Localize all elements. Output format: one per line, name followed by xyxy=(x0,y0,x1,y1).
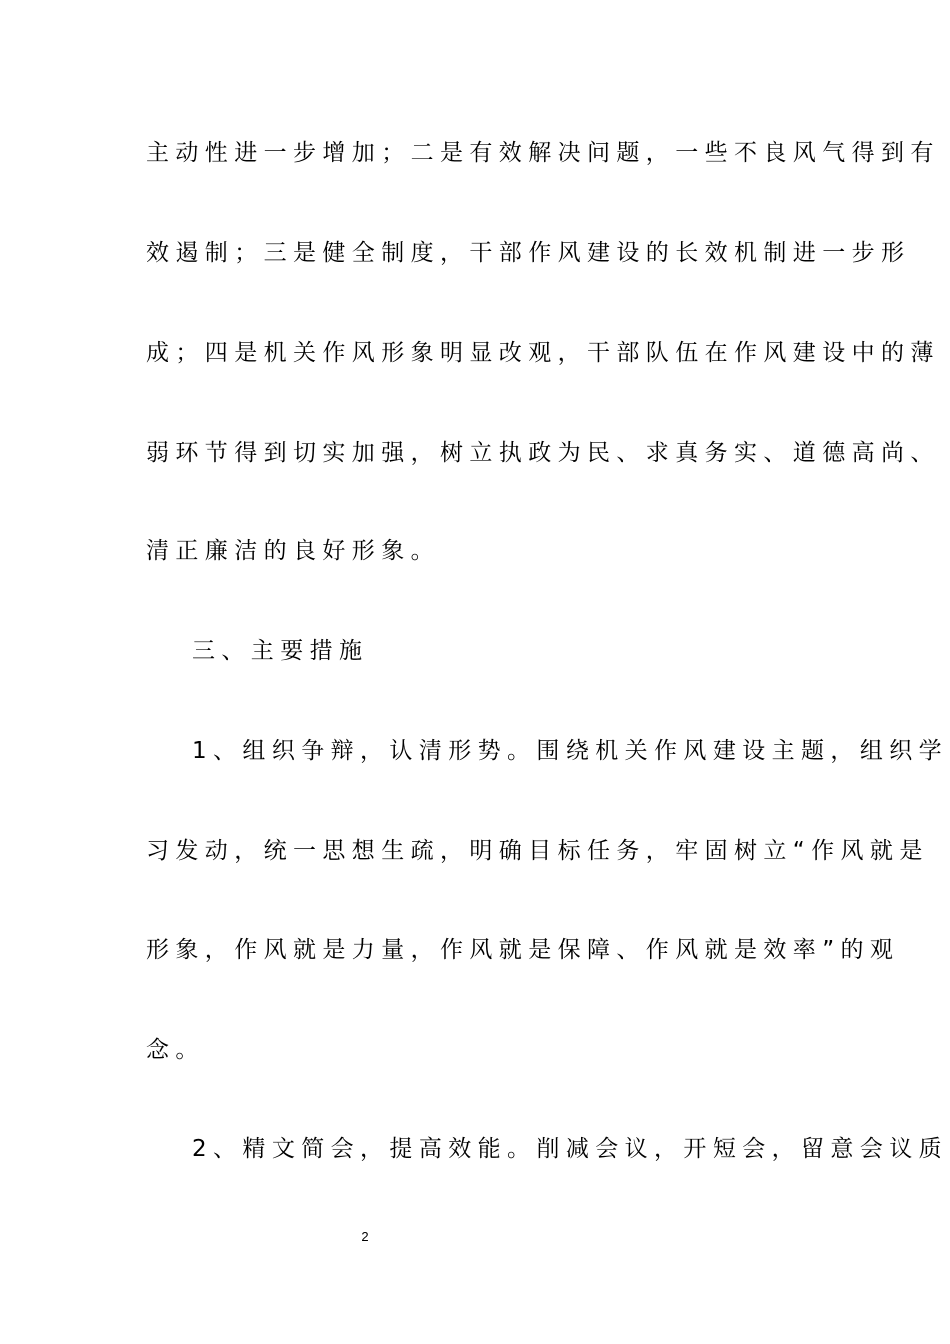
section-heading: 三、主要措施 xyxy=(192,638,369,664)
measure-2-line: 2、精文简会，提高效能。削减会议，开短会，留意会议质 xyxy=(192,1136,949,1162)
paragraph-line: 成；四是机关作风形象明显改观，干部队伍在作风建设中的薄 xyxy=(146,340,940,366)
paragraph-line: 清正廉洁的良好形象。 xyxy=(146,538,440,564)
paragraph-line: 效遏制；三是健全制度，干部作风建设的长效机制进一步形 xyxy=(146,240,911,266)
paragraph-line: 弱环节得到切实加强，树立执政为民、求真务实、道德高尚、 xyxy=(146,440,940,466)
measure-1-line: 形象，作风就是力量，作风就是保障、作风就是效率”的观 xyxy=(146,937,900,963)
measure-1-line: 念。 xyxy=(146,1037,205,1063)
paragraph-line: 主动性进一步增加；二是有效解决问题，一些不良风气得到有 xyxy=(146,140,940,166)
measure-1-line: 1、组织争辩，认清形势。围绕机关作风建设主题，组织学 xyxy=(192,738,949,764)
measure-1-line: 习发动，统一思想生疏，明确目标任务，牢固树立“作风就是 xyxy=(146,838,929,864)
page-number: 2 xyxy=(361,1229,369,1244)
